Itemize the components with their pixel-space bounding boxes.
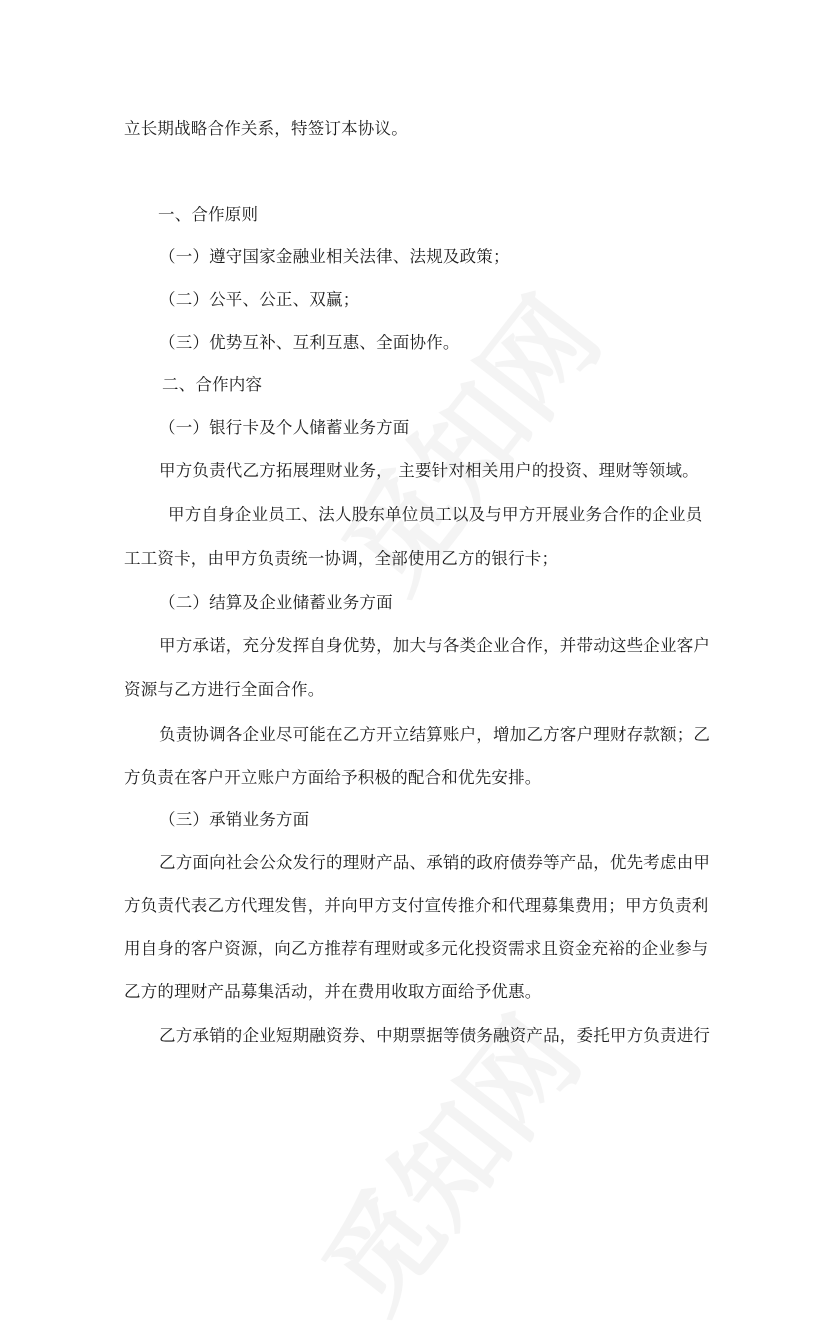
- text-line: （三）优势互补、互利互惠、全面协作。: [159, 333, 460, 352]
- text-line: 方负责在客户开立账户方面给予积极的配合和优先安排。: [124, 768, 542, 787]
- text-line: 乙方承销的企业短期融资券、中期票据等债务融资产品，委托甲方负责进行: [159, 1026, 711, 1045]
- text-line: （二）公平、公正、双赢；: [159, 290, 360, 309]
- text-line: 甲方负责代乙方拓展理财业务， 主要针对相关用户的投资、理财等领域。: [159, 461, 699, 480]
- text-line: 方负责代表乙方代理发售，并向甲方支付宣传推介和代理募集费用；甲方负责利: [124, 896, 709, 915]
- subsection-heading: （二）结算及企业储蓄业务方面: [159, 593, 393, 612]
- text-line: 甲方承诺，充分发挥自身优势，加大与各类企业合作，并带动这些企业客户: [159, 636, 711, 655]
- text-line: （一）遵守国家金融业相关法律、法规及政策；: [159, 247, 510, 266]
- text-line: 负责协调各企业尽可能在乙方开立结算账户，增加乙方客户理财存款额；乙: [159, 725, 711, 744]
- section-heading: 二、合作内容: [162, 375, 263, 394]
- section-heading: 一、合作原则: [158, 205, 259, 224]
- text-line: 立长期战略合作关系，特签订本协议。: [124, 119, 408, 138]
- text-line: 资源与乙方进行全面合作。: [124, 680, 325, 699]
- subsection-heading: （三）承销业务方面: [159, 810, 310, 829]
- text-line: 工工资卡，由甲方负责统一协调，全部使用乙方的银行卡；: [124, 549, 559, 568]
- text-line: 乙方的理财产品募集活动，并在费用收取方面给予优惠。: [124, 982, 542, 1001]
- text-line: 乙方面向社会公众发行的理财产品、承销的政府债券等产品，优先考虑由甲: [159, 853, 711, 872]
- text-line: 用自身的客户资源，向乙方推荐有理财或多元化投资需求且资金充裕的企业参与: [124, 939, 709, 958]
- subsection-heading: （一）银行卡及个人储蓄业务方面: [159, 418, 410, 437]
- text-line: 甲方自身企业员工、法人股东单位员工以及与甲方开展业务合作的企业员: [168, 505, 703, 524]
